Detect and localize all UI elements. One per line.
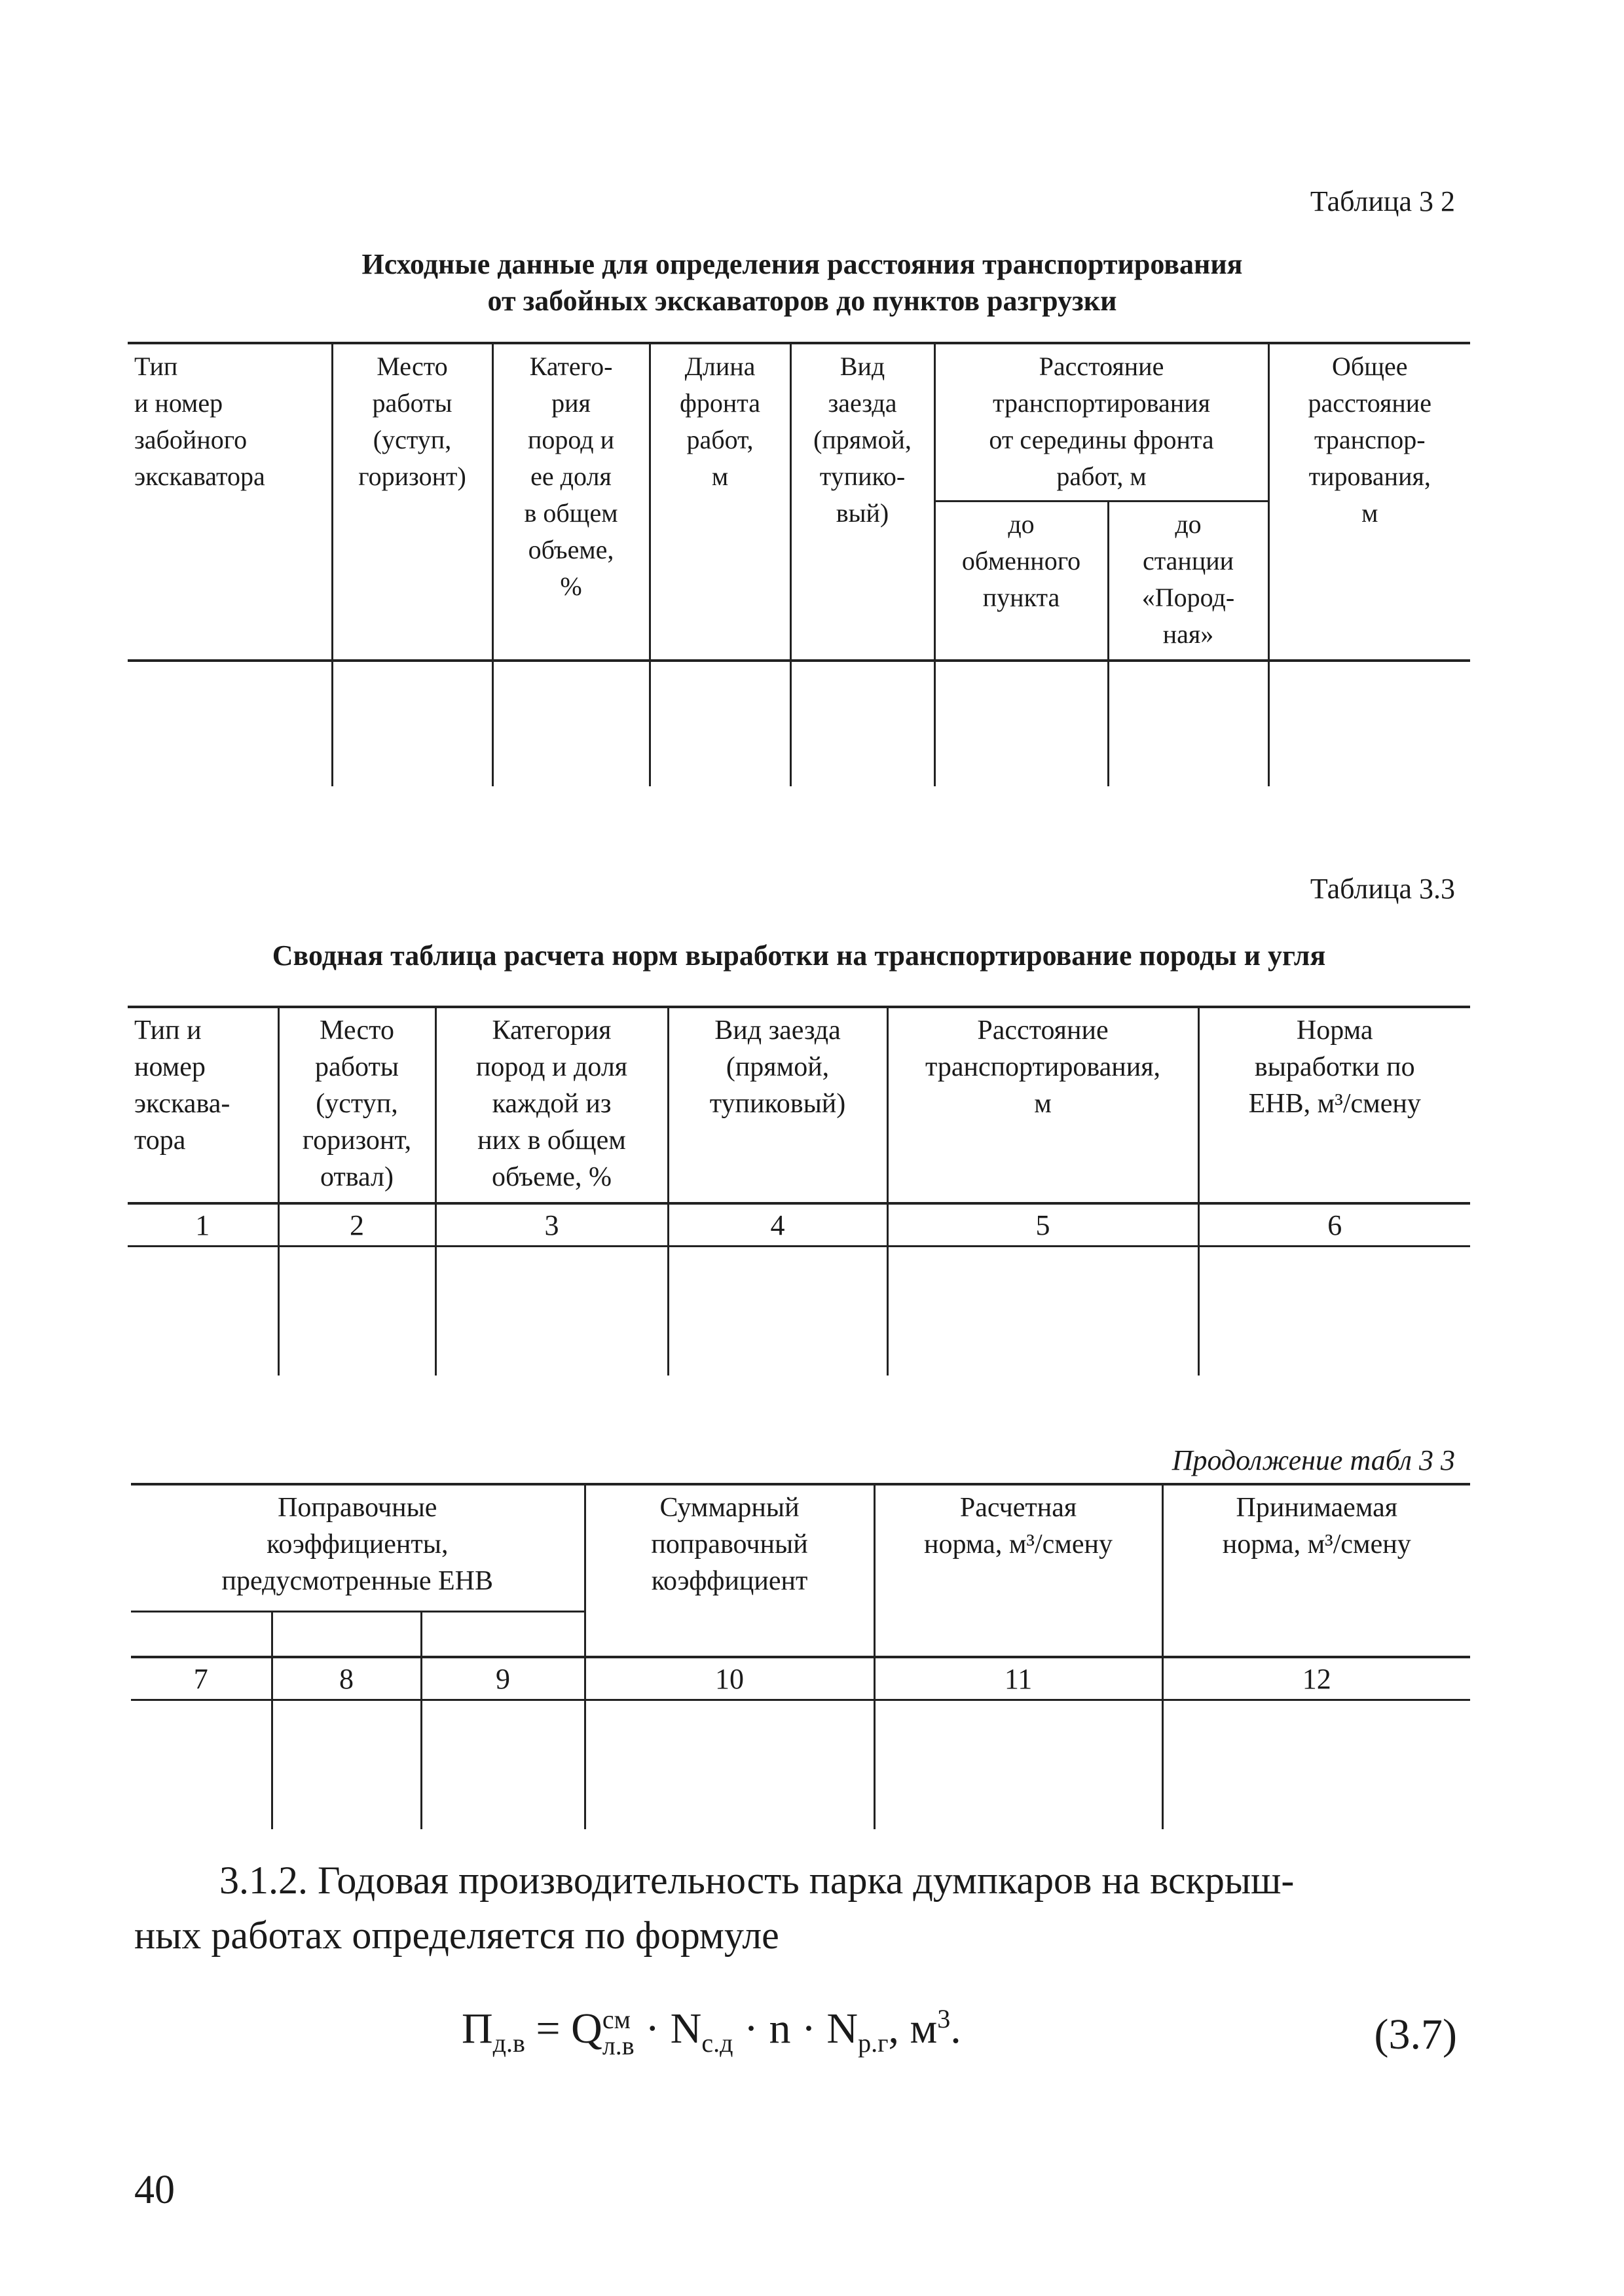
t32-header-category: Катего- рия пород и ее доля в общем объеме, % — [492, 343, 650, 661]
table-33-title: Сводная таблица расчета норм выработки на транспортирование породы и угля — [272, 939, 1326, 972]
t32-header-place: Место работы (уступ, горизонт) — [332, 343, 492, 661]
table-row — [128, 661, 1470, 786]
t33-col-number: 2 — [278, 1203, 435, 1247]
table-32-title: Исходные данные для определения расстояния транспортирования от забойных экскаваторов до пунктов разгрузки — [361, 248, 1243, 317]
t33-col-number: 5 — [887, 1203, 1198, 1247]
t33-header-distance: Расстояние транспортирования, м — [887, 1007, 1198, 1203]
t33c-col-number: 8 — [272, 1657, 421, 1700]
formula-3-7: $П_{д.в} = Q$ см л.в · $N_{с.д} \cdot n \cdot N_{р.г}$, $м^3$. — [462, 2004, 961, 2060]
t32-header-front-length: Длина фронта работ, м — [650, 343, 790, 661]
t33-col-number: 1 — [128, 1203, 278, 1247]
t33c-header-correction-coeffs: Поправочные коэффициенты, предусмотренные ЕНВ — [131, 1484, 585, 1612]
t33c-col-number: 11 — [874, 1657, 1162, 1700]
t33c-col-number: 10 — [585, 1657, 874, 1700]
t33c-col-number: 12 — [1162, 1657, 1470, 1700]
t33c-header-calc-norm: Расчетная норма, м³/смену — [874, 1484, 1162, 1657]
t33-header-entry-type: Вид заезда (прямой, тупиковый) — [668, 1007, 887, 1203]
t33-header-norm: Норма выработки по ЕНВ, м³/смену — [1198, 1007, 1470, 1203]
t32-header-entry-type: Вид заезда (прямой, тупико- вый) — [790, 343, 934, 661]
t33-header-type: Тип и номер экскава- тора — [128, 1007, 278, 1203]
t33-col-number: 6 — [1198, 1203, 1470, 1247]
table-33-continuation — [131, 1483, 1470, 1829]
t33-header-category: Категория пород и доля каждой из них в общем объеме, % — [435, 1007, 668, 1203]
paragraph-3-1-2: 3.1.2. Годовая производительность парка думпкаров на вскрыш- ных работах определяется по формуле — [134, 1859, 1295, 1957]
table-33-continuation-label: Продолжение табл 3 3 — [1172, 1444, 1455, 1476]
t32-header-to-station: до станции «Пород- ная» — [1108, 501, 1268, 661]
table-33-label: Таблица 3.3 — [1310, 873, 1455, 905]
formula-number: (3.7) — [1374, 2011, 1457, 2058]
t32-header-distance: Расстояние транспортирования от середины фронта работ, м — [934, 343, 1268, 501]
page-number: 40 — [134, 2168, 175, 2212]
t33c-col-number: 9 — [421, 1657, 585, 1700]
t32-header-type: Тип и номер забойного экскаватора — [128, 343, 332, 661]
t33c-header-accepted-norm: Принимаемая норма, м³/смену — [1162, 1484, 1470, 1657]
t33-col-number: 4 — [668, 1203, 887, 1247]
t33-col-number: 3 — [435, 1203, 668, 1247]
t32-header-total-distance: Общее расстояние транспор- тирования, м — [1268, 343, 1470, 661]
table-33 — [128, 1006, 1470, 1376]
table-row — [128, 1203, 1470, 1247]
table-32-label: Таблица 3 2 — [1310, 185, 1455, 217]
table-row — [128, 1247, 1470, 1376]
t33c-col-number: 7 — [131, 1657, 272, 1700]
t33-header-place: Место работы (уступ, горизонт, отвал) — [278, 1007, 435, 1203]
t32-header-to-exchange: до обменного пункта — [934, 501, 1108, 661]
table-row — [131, 1657, 1470, 1700]
table-row — [131, 1700, 1470, 1830]
table-32 — [128, 342, 1470, 786]
t33c-header-total-coeff: Суммарный поправочный коэффициент — [585, 1484, 874, 1657]
